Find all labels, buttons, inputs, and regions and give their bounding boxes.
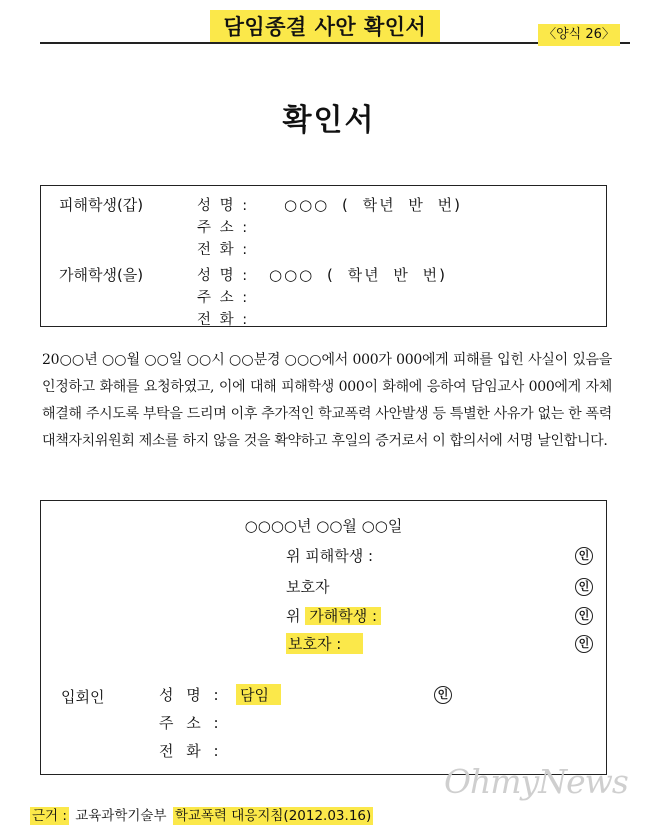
form-header-title: 담임종결 사안 확인서 <box>210 10 440 44</box>
offender-address-label: 주 소 : <box>197 290 250 306</box>
basis-footnote <box>30 804 373 824</box>
basis-org: 교육과학기술부 <box>75 808 167 824</box>
statement-paragraph: 20○○년 ○○월 ○○일 ○○시 ○○분경 ○○○에서 000가 000에게 피해를 입힌 사실이 있음을 인정하고 화해를 요청하였고, 이에 대해 피해학생 000이 화해에 응하여 담임교사 000에게 자체 해결해 주시도록 부탁을 드리며 이후 추가적인 학교폭력 사안발생 등 특별한 사유가 없는 한 폭력대책자치위원회 제소를 하지 않을 것을 확약하고 후일의 증거로서 이 합의서에 서명 날인합니다. <box>42 352 612 449</box>
victim-guardian-seal-icon: 인 <box>575 578 593 596</box>
offender-student-sign-label: 가해학생 : <box>305 607 381 625</box>
mediator-label: 입회인 <box>61 688 105 706</box>
victim-student-seal-icon: 인 <box>575 547 593 565</box>
mediator-address-label: 주 소 : <box>159 714 223 732</box>
offender-student-seal-icon: 인 <box>575 607 593 625</box>
sign-date: ○○○○년 ○○월 ○○일 <box>244 517 403 535</box>
offender-guardian-seal-icon: 인 <box>575 635 593 653</box>
ohmynews-watermark: OhmyNews <box>444 762 628 801</box>
offender-student-sign-row <box>286 605 381 626</box>
victim-address-label: 주 소 : <box>197 220 250 236</box>
offender-role-label: 가해학생(을) <box>59 266 144 284</box>
basis-document: 학교폭력 대응지침(2012.03.16) <box>174 808 372 824</box>
victim-student-sign-label: 위 피해학생 : <box>286 547 374 565</box>
victim-guardian-sign-label: 보호자 <box>286 578 330 596</box>
victim-name-value: ○○○ ( 학년 반 번) <box>284 196 463 214</box>
student-info-box <box>40 185 607 327</box>
mediator-name-label: 성 명 : <box>159 686 223 704</box>
offender-name-label: 성 명 : <box>197 268 250 284</box>
signature-box <box>40 500 607 775</box>
victim-role-label: 피해학생(갑) <box>59 196 144 214</box>
mediator-name-value: 담임 <box>236 684 281 705</box>
victim-name-label: 성 명 : <box>197 198 250 214</box>
offender-prefix: 위 <box>286 607 301 625</box>
offender-name-row <box>197 264 249 285</box>
offender-phone-label: 전 화 : <box>197 312 250 328</box>
victim-phone-label: 전 화 : <box>197 242 250 258</box>
form-number: 〈양식 26〉 <box>538 24 620 46</box>
victim-name-row <box>197 194 249 215</box>
offender-guardian-sign-label: 보호자 : <box>286 633 363 654</box>
offender-name-value: ○○○ ( 학년 반 번) <box>269 266 448 284</box>
document-title: 확인서 <box>282 103 376 138</box>
mediator-seal-icon: 인 <box>434 686 452 704</box>
basis-label: 근거 : <box>32 808 67 824</box>
mediator-phone-label: 전 화 : <box>159 742 223 760</box>
